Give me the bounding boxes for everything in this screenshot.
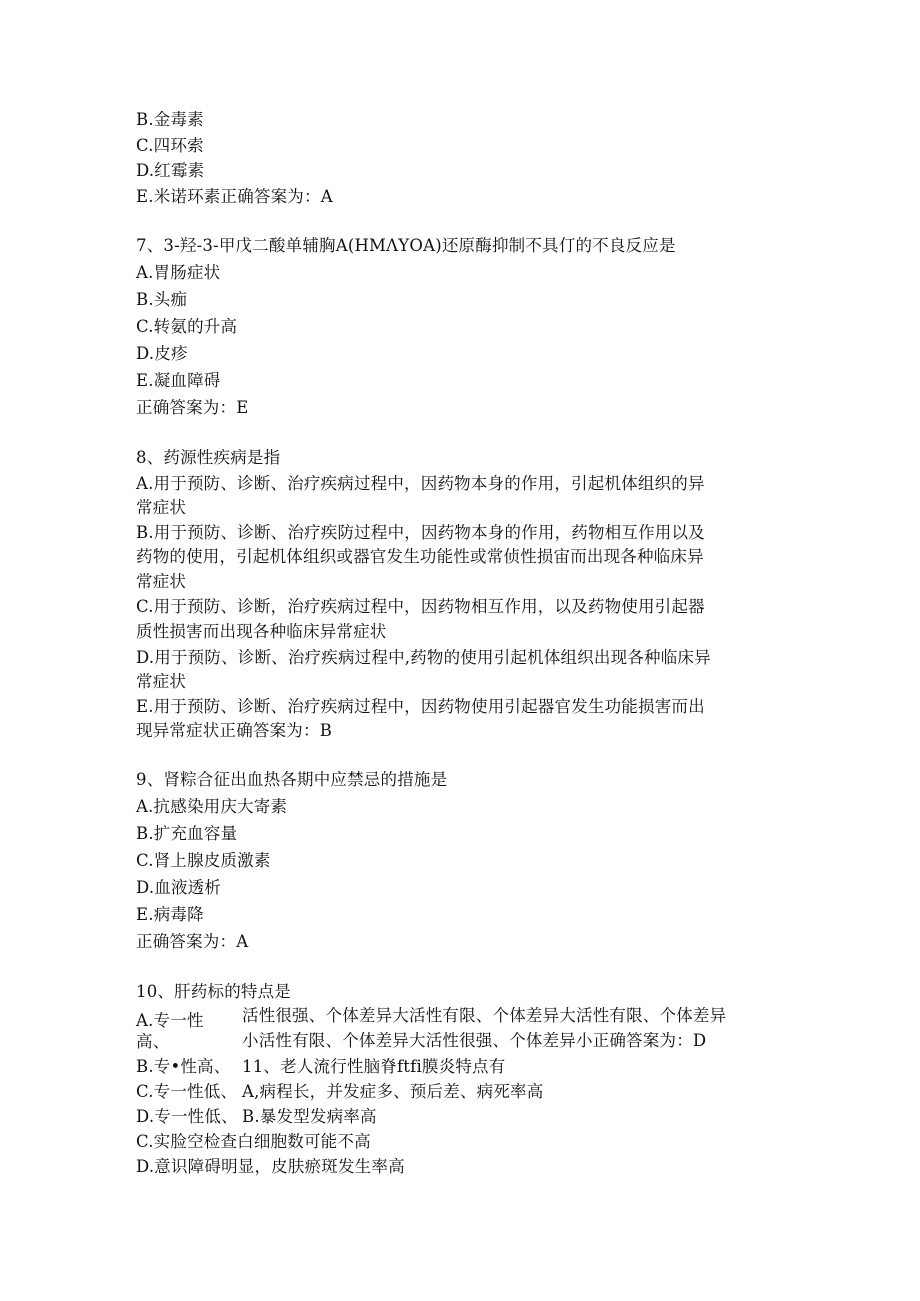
q11-title: 11、老人流行性脑脊ftfi膜炎特点有 [242,1057,506,1076]
q11-option-b: B.暴发型发病率高 [242,1107,377,1126]
q10-right-column-line: 活性很强、个体差异大活性有限、个体差异大活性有限、个体差异 [242,1006,727,1025]
q8-line: 质性损害而出现各种临床异常症状 [136,622,387,641]
q7-option-e: E.凝血障碍 [136,371,221,390]
q8-line: 常症状 [136,672,187,691]
q9-option-e: E.病毒降 [136,905,204,924]
q8-line: 现异常症状正确答案为：B [136,721,333,740]
q8-line: A.用于预防、诊断、治疗疾病过程中，因药物本身的作用，引起机体组织的异 [136,474,705,493]
q10-option-c-left: C.专一性低、 [136,1082,238,1101]
q11-option-c: C.实脸空检查白细胞数可能不高 [136,1132,371,1151]
q10-option-b-left: B.专•性高、 [136,1057,231,1076]
q9-option-a: A.抗感染用庆大寄素 [136,797,288,816]
q7-option-a: A.胃肠症状 [136,263,221,282]
q6-option-d: D.红霉素 [136,161,205,180]
q7-answer: 正确答案为：E [136,398,249,417]
q11-option-d: D.意识障碍明显，皮肤瘀斑发生率高 [136,1157,405,1176]
q10-option-d-left: D.专一性低、 [136,1107,238,1126]
q8-line: E.用于预防、诊断、治疗疾病过程中，因药物使用引起器官发生功能损害而出 [136,697,705,716]
q6-option-e-answer: E.米诺环素正确答案为：A [136,187,333,206]
q8-line: B.用于预防、诊断、治疗疾防过程中，因药物本身的作用，药物相互作用以及 [136,523,705,542]
q6-option-c: C.四环索 [136,136,204,155]
q10-title: 10、肝药标的特点是 [136,982,291,1001]
q10-option-a-left-cont: 高、 [136,1032,170,1051]
q10-option-a-left: A.专一性 [136,1011,204,1030]
q9-title: 9、肾粽合征出血热各期中应禁忌的措施是 [136,770,448,789]
q9-answer: 正确答案为：A [136,932,249,951]
q6-option-b: B.金毒素 [136,110,204,129]
q9-option-c: C.肾上腺皮质激素 [136,851,271,870]
q8-line: 常症状 [136,572,187,591]
q8-line: C.用于预防、诊断，治疗疾病过程中，因药物相互作用，以及药物使用引起器 [136,597,705,616]
q8-title: 8、药源性疾病是指 [136,448,281,467]
q7-option-c: C.转氨的升高 [136,317,238,336]
q7-option-b: B.头痂 [136,290,188,309]
q9-option-d: D.血液透析 [136,878,222,897]
q9-option-b: B.扩充血容量 [136,824,238,843]
q10-right-column-line: 小活性有限、个体差异大活性很强、个体差异小正确答案为：D [242,1031,707,1050]
q8-line: 药物的使用，引起机体组织或器官发生功能性或常侦性损宙而出现各种临床异 [136,547,704,566]
q11-option-a: A,病程长，并发症多、预后差、病死率高 [242,1082,544,1101]
q8-line: D.用于预防、诊断、治疗疾病过程中,药物的使用引起机体组织出现各种临床异 [136,648,711,667]
q7-option-d: D.皮疹 [136,344,188,363]
q7-title: 7、3-羟-3-甲戊二酸单辅胸A(HMΛYOA)还原酶抑制不具仃的不良反应是 [136,236,676,255]
q8-line: 常症状 [136,498,187,517]
